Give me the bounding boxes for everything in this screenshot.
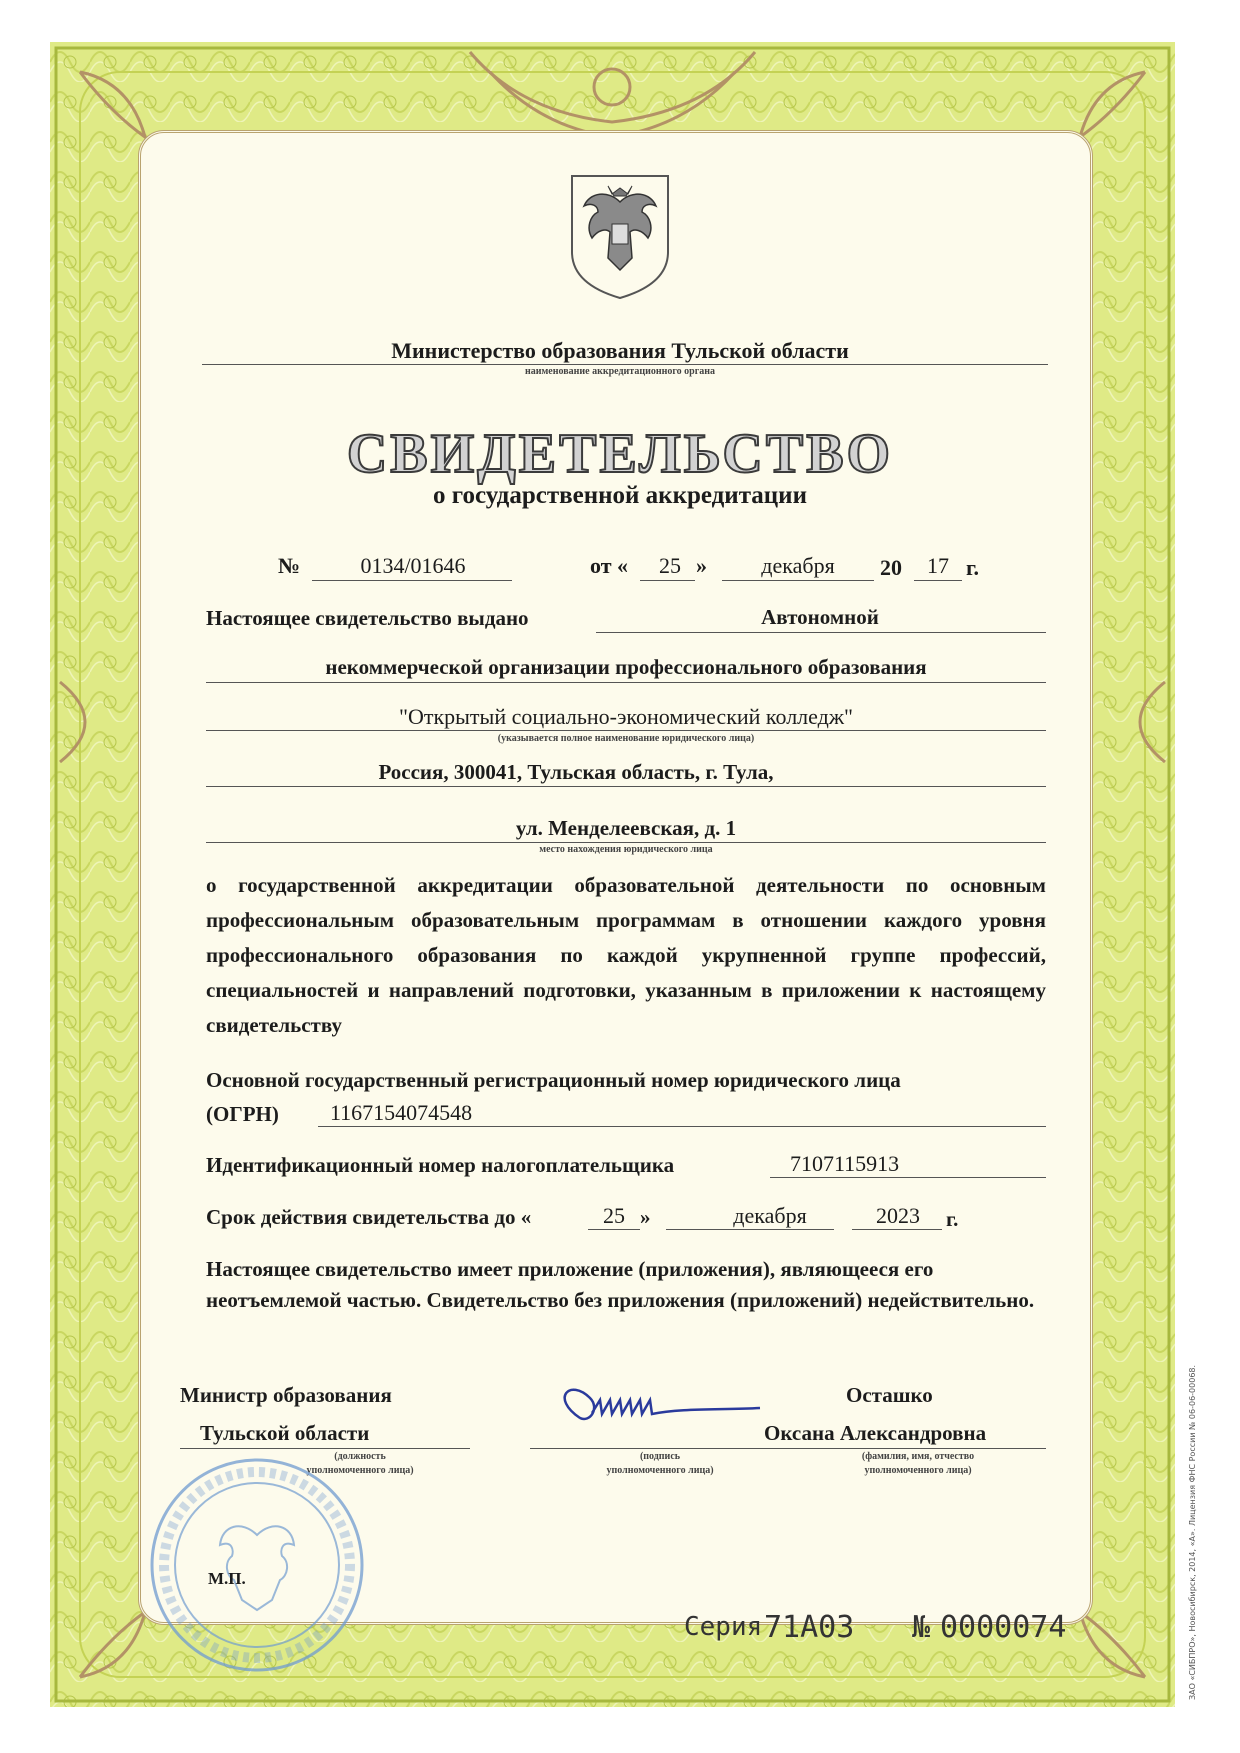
document-subtitle: о государственной аккредитации (433, 482, 807, 509)
organization-line-1: Автономной (761, 605, 879, 629)
date-month: декабря (761, 553, 835, 578)
signer-position-line-1: Министр образования (180, 1383, 392, 1407)
organization-line-3: "Открытый социально-экономический колледж" (398, 704, 854, 729)
authority-caption: наименование аккредитационного органа (524, 366, 716, 377)
position-caption-line-1: (должность (334, 1451, 386, 1462)
ogrn-underline (318, 1126, 1046, 1127)
org-line-2-underline (206, 682, 1046, 683)
address-line-1: Россия, 300041, Тульская область, г. Тула, (378, 760, 774, 784)
date-close-quote: » (696, 553, 707, 578)
form-number-label: № (912, 1610, 931, 1645)
date-day: 25 (659, 553, 681, 578)
validity-month: декабря (733, 1203, 807, 1228)
signature-caption-line-2: уполномоченного лица) (606, 1465, 714, 1476)
form-number: 0000074 (940, 1610, 1067, 1645)
ogrn-label-line-2: (ОГРН) (206, 1102, 279, 1126)
ogrn-label-line-1: Основной государственный регистрационный номер юридического лица (206, 1068, 901, 1092)
series-value: 71А03 (764, 1610, 855, 1645)
validity-day: 25 (603, 1203, 625, 1228)
org-line-1-underline (596, 632, 1046, 633)
inn-number: 7107115913 (790, 1151, 900, 1176)
org-line-3-underline (206, 730, 1046, 731)
signer-position-line-2: Тульской области (200, 1421, 370, 1445)
validity-month-underline (666, 1229, 834, 1230)
validity-day-underline (588, 1229, 640, 1230)
organization-caption: (указывается полное наименование юридического лица) (497, 733, 755, 744)
signature-mark (540, 1378, 770, 1448)
address-caption: место нахождения юридического лица (539, 844, 713, 855)
signer-given-names: Оксана Александровна (764, 1421, 987, 1445)
address-line-2: ул. Менделеевская, д. 1 (515, 816, 737, 840)
signer-surname: Осташко (846, 1383, 933, 1407)
signer-name-caption-line-2: уполномоченного лица) (864, 1465, 972, 1476)
series-label: Серия (684, 1612, 763, 1642)
accreditation-scope: о государственной аккредитации образовательной деятельности по основным профессиональным образовательным программам в отношении каждого уровня профессионального образования по каждой укрупненной группе профессий, специальностей и направлений подготовки, указанным в приложении к настоящему свидетельству (206, 873, 1046, 1037)
validity-year: 2023 (876, 1203, 920, 1228)
position-caption-line-2: уполномоченного лица) (306, 1465, 414, 1476)
signer-name-caption-line-1: (фамилия, имя, отчество (861, 1451, 975, 1462)
seal-place-label: М.П. (208, 1569, 246, 1588)
inn-underline (770, 1177, 1046, 1178)
coat-of-arms-icon (568, 172, 672, 302)
ogrn-number: 1167154074548 (330, 1100, 473, 1125)
signature-caption-line-1: (подпись (639, 1451, 681, 1462)
number-label: № (278, 553, 301, 578)
address-line-1-underline (206, 786, 1046, 787)
appendix-note: Настоящее свидетельство имеет приложение (приложения), являющееся его неотъемлемой частью. Свидетельство без приложения (приложений) недействительно. (206, 1257, 1035, 1312)
authority-underline (202, 364, 1048, 365)
signer-name-underline (790, 1448, 1046, 1449)
date-month-underline (722, 580, 874, 581)
stamp-seal-icon (142, 1450, 372, 1680)
certificate-number: 0134/01646 (360, 553, 466, 578)
issued-label: Настоящее свидетельство выдано (206, 606, 529, 630)
validity-close-quote: » (640, 1205, 651, 1229)
number-underline (312, 580, 512, 581)
accrediting-authority: Министерство образования Тульской области (391, 338, 849, 363)
document-title: СВИДЕТЕЛЬСТВО (346, 423, 894, 485)
validity-year-underline (852, 1229, 942, 1230)
date-day-underline (640, 580, 695, 581)
date-from-label: от « (590, 553, 629, 578)
date-year-prefix: 20 (880, 555, 902, 580)
inn-label: Идентификационный номер налогоплательщика (206, 1153, 675, 1177)
printer-imprint: ЗАО «СИБПРО», Новосибирск, 2014, «А». Лицензия ФНС России № 06-06-00068. (1188, 1364, 1197, 1700)
date-year-unit: г. (966, 555, 980, 580)
signature-underline (530, 1448, 790, 1449)
position-underline (180, 1448, 470, 1449)
date-year-underline (914, 580, 962, 581)
validity-label: Срок действия свидетельства до « (206, 1205, 532, 1229)
address-line-2-underline (206, 842, 1046, 843)
date-year-suffix: 17 (927, 553, 949, 578)
organization-line-2: некоммерческой организации профессионального образования (325, 655, 927, 679)
validity-unit: г. (946, 1207, 959, 1231)
